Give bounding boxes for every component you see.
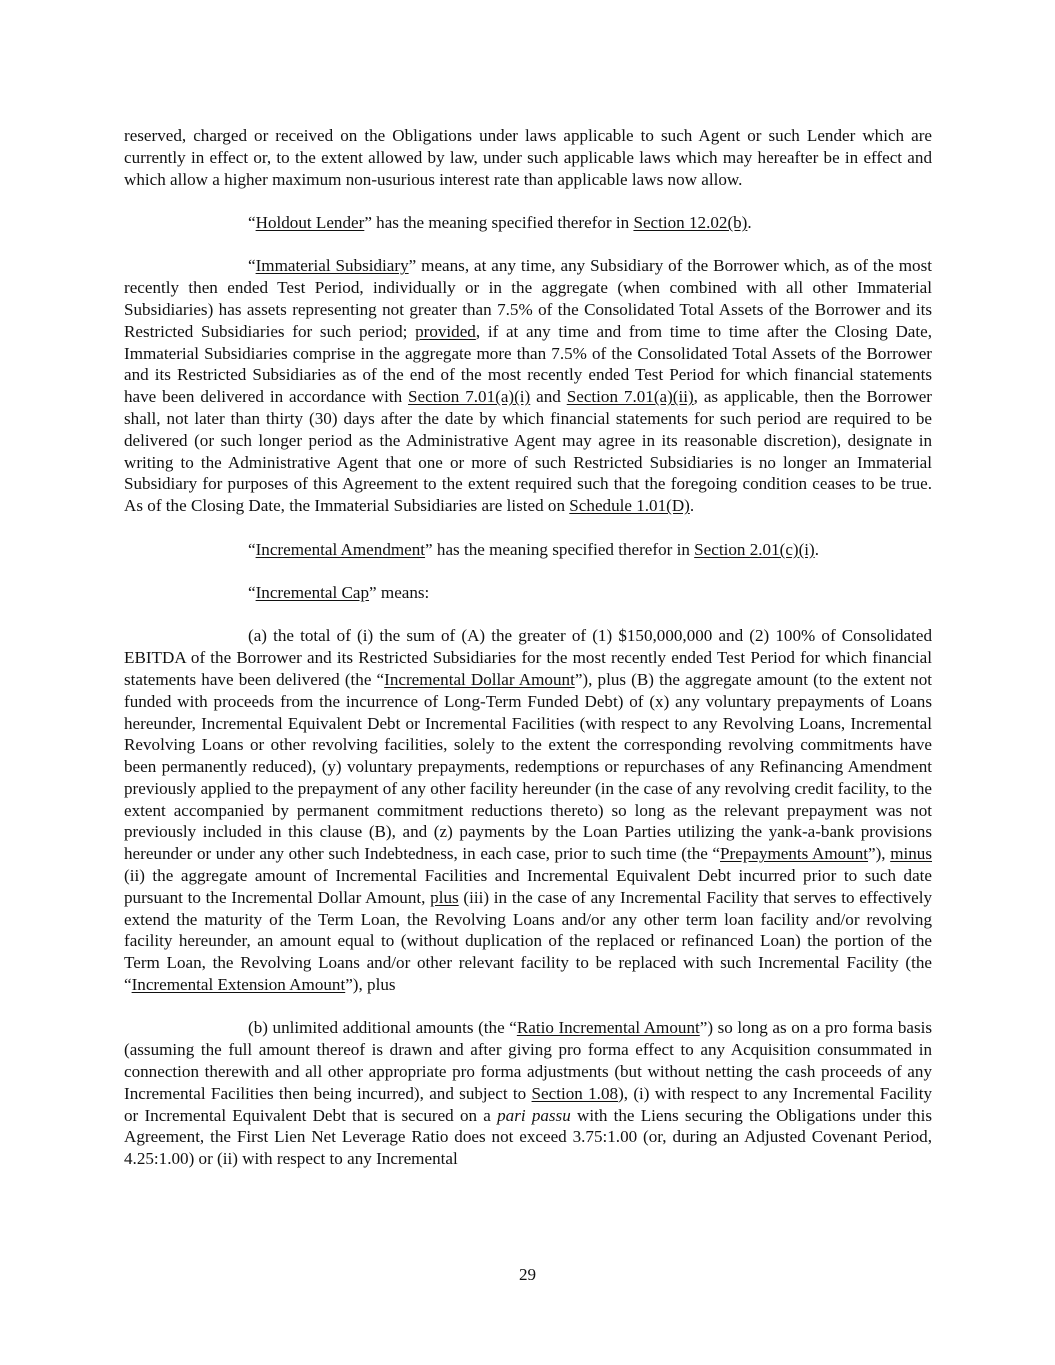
incremental-cap-clause-a [124, 625, 932, 996]
text-run: , if at any time and from time to time after the Closing Date, Immaterial Subsidiaries comprise in the aggregate more than 7.5% of the Consolidated Total Assets of the Borrower and its Restricted Subsidiaries as of the end of the most recently ended Test Period for which financial statements have been delivered in accordance with [124, 321, 933, 407]
definition-incremental-cap [124, 582, 932, 604]
text-run: (a) the total of (i) the sum of (A) the greater of (1) $150,000,000 and (2) 100% of Consolidated EBITDA of the Borrower and its Restricted Subsidiaries for the most recently ended Test Period for which financial statements have been delivered (the “ [124, 626, 932, 689]
section-reference: Section 7.01(a)(ii) [566, 387, 694, 407]
text-run: ”), [868, 844, 891, 864]
text-run: ” means, at any time, any Subsidiary of the Borrower which, as of the most recently then ended Test Period, individually or in the aggregate (when combined with all other Immaterial Subsidiaries) has assets representing not greater than 7.5% of the Consolidated Total Assets of the Borrower and its Restricted Subsidiaries for such period; [124, 256, 932, 341]
defined-term: Ratio Incremental Amount [516, 1018, 700, 1038]
operator-term: plus [430, 887, 459, 907]
text-run: . [814, 539, 820, 559]
text-run: (b) unlimited additional amounts (the “ [248, 1018, 517, 1038]
section-reference: Section 1.08 [531, 1083, 619, 1103]
text-run: and [530, 387, 567, 407]
defined-term: Prepayments Amount [720, 844, 869, 864]
text-run: with the Liens securing the Obligations under this Agreement, the First Lien Net Leverage Ratio does not exceed 3.75:1.00 (or, during an Adjusted Covenant Period, 4.25:1.00) or (ii) with respect to any Incremental [124, 1105, 932, 1169]
page-number: 29 [518, 1265, 537, 1284]
text-run: . [747, 212, 752, 232]
section-reference: Section 12.02(b) [633, 212, 748, 232]
defined-term: Incremental Extension Amount [131, 975, 346, 995]
defined-term: Incremental Amendment [255, 539, 426, 559]
italic-term: pari passu [497, 1105, 571, 1125]
text-run: ), (i) with respect to any Incremental Facility or Incremental Equivalent Debt that is secured on a [124, 1083, 932, 1125]
definition-immaterial-subsidiary [124, 255, 932, 517]
document-page [124, 125, 932, 1170]
text-run: ” means: [369, 582, 430, 602]
definition-holdout-lender [124, 212, 932, 234]
paragraph-usury-continuation [124, 125, 932, 190]
text-run: ”), plus (B) the aggregate amount (to the extent not funded with proceeds from the incurrence of Long-Term Funded Debt) of (x) any voluntary prepayments of Loans hereunder, Incremental Equivalent Debt or Incremental Facilities (with respect to any Revolving Loans, Incremental Revolving Loans or other revolving facilities, solely to the extent the corresponding revolving commitments have been permanently reduced), (y) voluntary prepayments, redemptions or repurchases of any Refinancing Amendment previously applied to the prepayment of any other facility hereunder (in the case of any revolving credit facility, to the extent accompanied by permanent commitment reductions thereto) so long as the relevant prepayment was not previously included in this clause (B), and (z) payments by the Loan Parties utilizing the yank-a-bank provisions hereunder or under any other such Indebtedness, in each case, prior to such time (the “ [124, 669, 932, 864]
proviso-term: provided [415, 321, 476, 341]
schedule-reference: Schedule 1.01(D) [569, 496, 690, 516]
text-run: “ [248, 582, 256, 602]
text-run: “ [248, 212, 256, 232]
text-run: “ [248, 539, 256, 559]
text-run: ”), plus [345, 975, 396, 995]
text-run: reserved, charged or received on the Obligations under laws applicable to such Agent or such Lender which are currently in effect or, to the extent allowed by law, under such applicable laws which may hereafter be in effect and which allow a higher maximum non-usurious interest rate than applicable laws now allow. [124, 126, 932, 189]
text-run: . [689, 496, 695, 516]
incremental-cap-clause-b [124, 1017, 932, 1170]
section-reference: Section 7.01(a)(i) [408, 387, 531, 407]
definition-incremental-amendment [124, 539, 932, 561]
text-run: ”) so long as on a pro forma basis (assuming the full amount thereof is drawn and after giving pro forma effect to any Acquisition consummated in connection therewith and all other appropriate pro forma adjustments (but without netting the cash proceeds of any Incremental Facilities then being incurred), and subject to [124, 1018, 933, 1103]
text-run: “ [248, 256, 256, 276]
defined-term: Immaterial Subsidiary [255, 256, 409, 276]
text-run: ” has the meaning specified therefor in [425, 539, 695, 559]
operator-term: minus [890, 844, 932, 864]
text-run: (ii) the aggregate amount of Incremental Facilities and Incremental Equivalent Debt incurred prior to such date pursuant to the Incremental Dollar Amount, [124, 866, 932, 907]
text-run: (iii) in the case of any Incremental Facility that serves to effectively extend the maturity of the Term Loan, the Revolving Loans and/or any other term loan facility and/or revolving facility hereunder, an amount equal to (without duplication of the replaced or refinanced Loan) the portion of the Term Loan, the Revolving Loans and/or other relevant facility to be replaced with such Incremental Facility (the “ [124, 887, 933, 995]
defined-term: Incremental Dollar Amount [384, 669, 575, 689]
defined-term: Holdout Lender [255, 212, 365, 232]
text-run: , as applicable, then the Borrower shall, not later than thirty (30) days after the date by which financial statements for such period are required to be delivered (or such longer period as the Administrative Agent may agree in its reasonable discretion), designate in writing to the Administrative Agent that one or more of such Restricted Subsidiaries is no longer an Immaterial Subsidiary for purposes of this Agreement to the extent required such that the foregoing condition ceases to be true. As of the Closing Date, the Immaterial Subsidiaries are listed on [124, 387, 932, 516]
section-reference: Section 2.01(c)(i) [694, 539, 815, 559]
defined-term: Incremental Cap [255, 582, 370, 602]
text-run: ” has the meaning specified therefor in [364, 212, 634, 232]
